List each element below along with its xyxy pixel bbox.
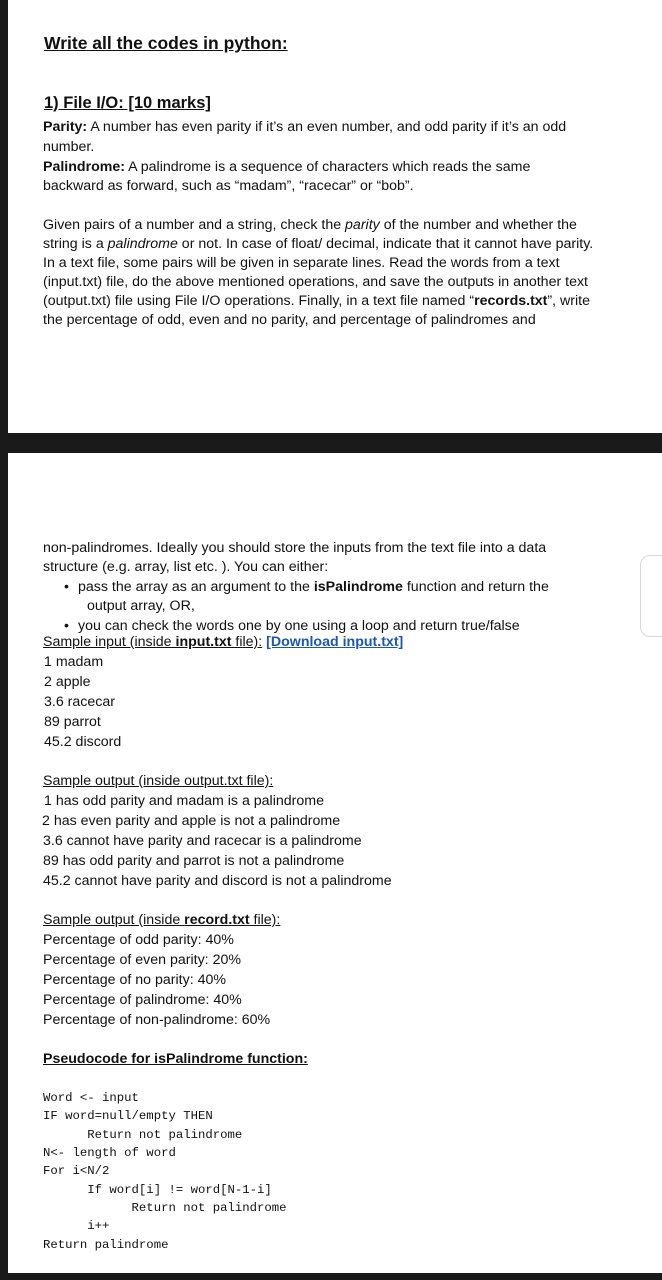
output-line: 89 has odd parity and parrot is not a palindrome xyxy=(43,853,345,869)
pseudocode-line: Return not palindrome xyxy=(43,1128,243,1142)
sample-output-label: Sample output (inside output.txt file): xyxy=(43,773,274,789)
bullet-1-line1: pass the array as an argument to the isPalindrome function and return the xyxy=(78,579,549,595)
pseudocode-line: N<- length of word xyxy=(43,1146,176,1160)
parity-term: Parity: xyxy=(43,119,88,135)
task-line-7: non-palindromes. Ideally you should store the inputs from the text file into a data xyxy=(43,540,547,556)
page-separator xyxy=(0,433,662,453)
pseudocode-line: For i<N/2 xyxy=(43,1164,110,1178)
sample-input-label: Sample input (inside input.txt file): [Download input.txt] xyxy=(43,634,404,650)
pseudocode-line: Return palindrome xyxy=(43,1238,169,1252)
palindrome-term: Palindrome: xyxy=(43,159,125,175)
output-line: 2 has even parity and apple is not a palindrome xyxy=(42,813,341,829)
task-line-1: Given pairs of a number and a string, check the parity of the number and whether the xyxy=(43,217,577,233)
task-line-8: structure (e.g. array, list etc. ). You can either: xyxy=(43,559,329,575)
input-line: 45.2 discord xyxy=(44,734,122,750)
palindrome-def-line2: backward as forward, such as “madam”, “racecar” or “bob”. xyxy=(43,178,414,194)
record-line: Percentage of no parity: 40% xyxy=(43,972,226,988)
parity-def-line2: number. xyxy=(43,139,95,155)
record-line: Percentage of even parity: 20% xyxy=(43,952,241,968)
output-line: 3.6 cannot have parity and racecar is a palindrome xyxy=(43,833,362,849)
pseudocode-line: Word <- input xyxy=(43,1091,139,1105)
pseudocode-line: Return not palindrome xyxy=(43,1201,287,1215)
pseudocode-title: Pseudocode for isPalindrome function: xyxy=(43,1051,308,1067)
parity-definition xyxy=(43,118,566,138)
side-panel-handle[interactable] xyxy=(640,555,662,637)
bullet-dot-1: • xyxy=(64,579,69,595)
task-line-4: (input.txt) file, do the above mentioned operations, and save the outputs in another text xyxy=(43,274,588,290)
palindrome-def-line1: A palindrome is a sequence of characters which reads the same xyxy=(125,159,531,175)
task-line-2: string is a palindrome or not. In case of float/ decimal, indicate that it cannot have parity. xyxy=(43,236,594,252)
task-line-6: the percentage of odd, even and no parity, and percentage of palindromes and xyxy=(43,312,536,328)
palindrome-definition xyxy=(43,158,530,178)
input-line: 2 apple xyxy=(44,674,91,690)
bullet-dot-2: • xyxy=(64,618,69,634)
pseudocode-line: i++ xyxy=(43,1219,110,1233)
bullet-2: you can check the words one by one using a loop and return true/false xyxy=(78,618,520,634)
output-line: 45.2 cannot have parity and discord is not a palindrome xyxy=(43,873,392,889)
input-line: 1 madam xyxy=(44,654,104,670)
record-line: Percentage of non-palindrome: 60% xyxy=(43,1012,271,1028)
download-input-link[interactable]: [Download input.txt] xyxy=(266,634,404,650)
pseudocode-line: IF word=null/empty THEN xyxy=(43,1109,213,1123)
task-line-3: In a text file, some pairs will be given in separate lines. Read the words from a text xyxy=(43,255,560,271)
parity-def-line1: A number has even parity if it’s an even number, and odd parity if it’s an odd xyxy=(87,119,567,135)
pseudocode-line: If word[i] != word[N-1-i] xyxy=(43,1183,272,1197)
sample-record-label: Sample output (inside record.txt file): xyxy=(43,912,281,928)
output-line: 1 has odd parity and madam is a palindrome xyxy=(44,793,324,809)
task-line-5: (output.txt) file using File I/O operations. Finally, in a text file named “records.txt”, write xyxy=(43,293,590,309)
input-line: 3.6 racecar xyxy=(44,694,115,710)
section-title: 1) File I/O: [10 marks] xyxy=(44,94,211,112)
page-title: Write all the codes in python: xyxy=(44,33,288,53)
page-bottom-border xyxy=(0,1273,662,1280)
record-line: Percentage of odd parity: 40% xyxy=(43,932,234,948)
record-line: Percentage of palindrome: 40% xyxy=(43,992,242,1008)
bullet-1-line2: output array, OR, xyxy=(87,598,195,614)
input-line: 89 parrot xyxy=(44,714,101,730)
